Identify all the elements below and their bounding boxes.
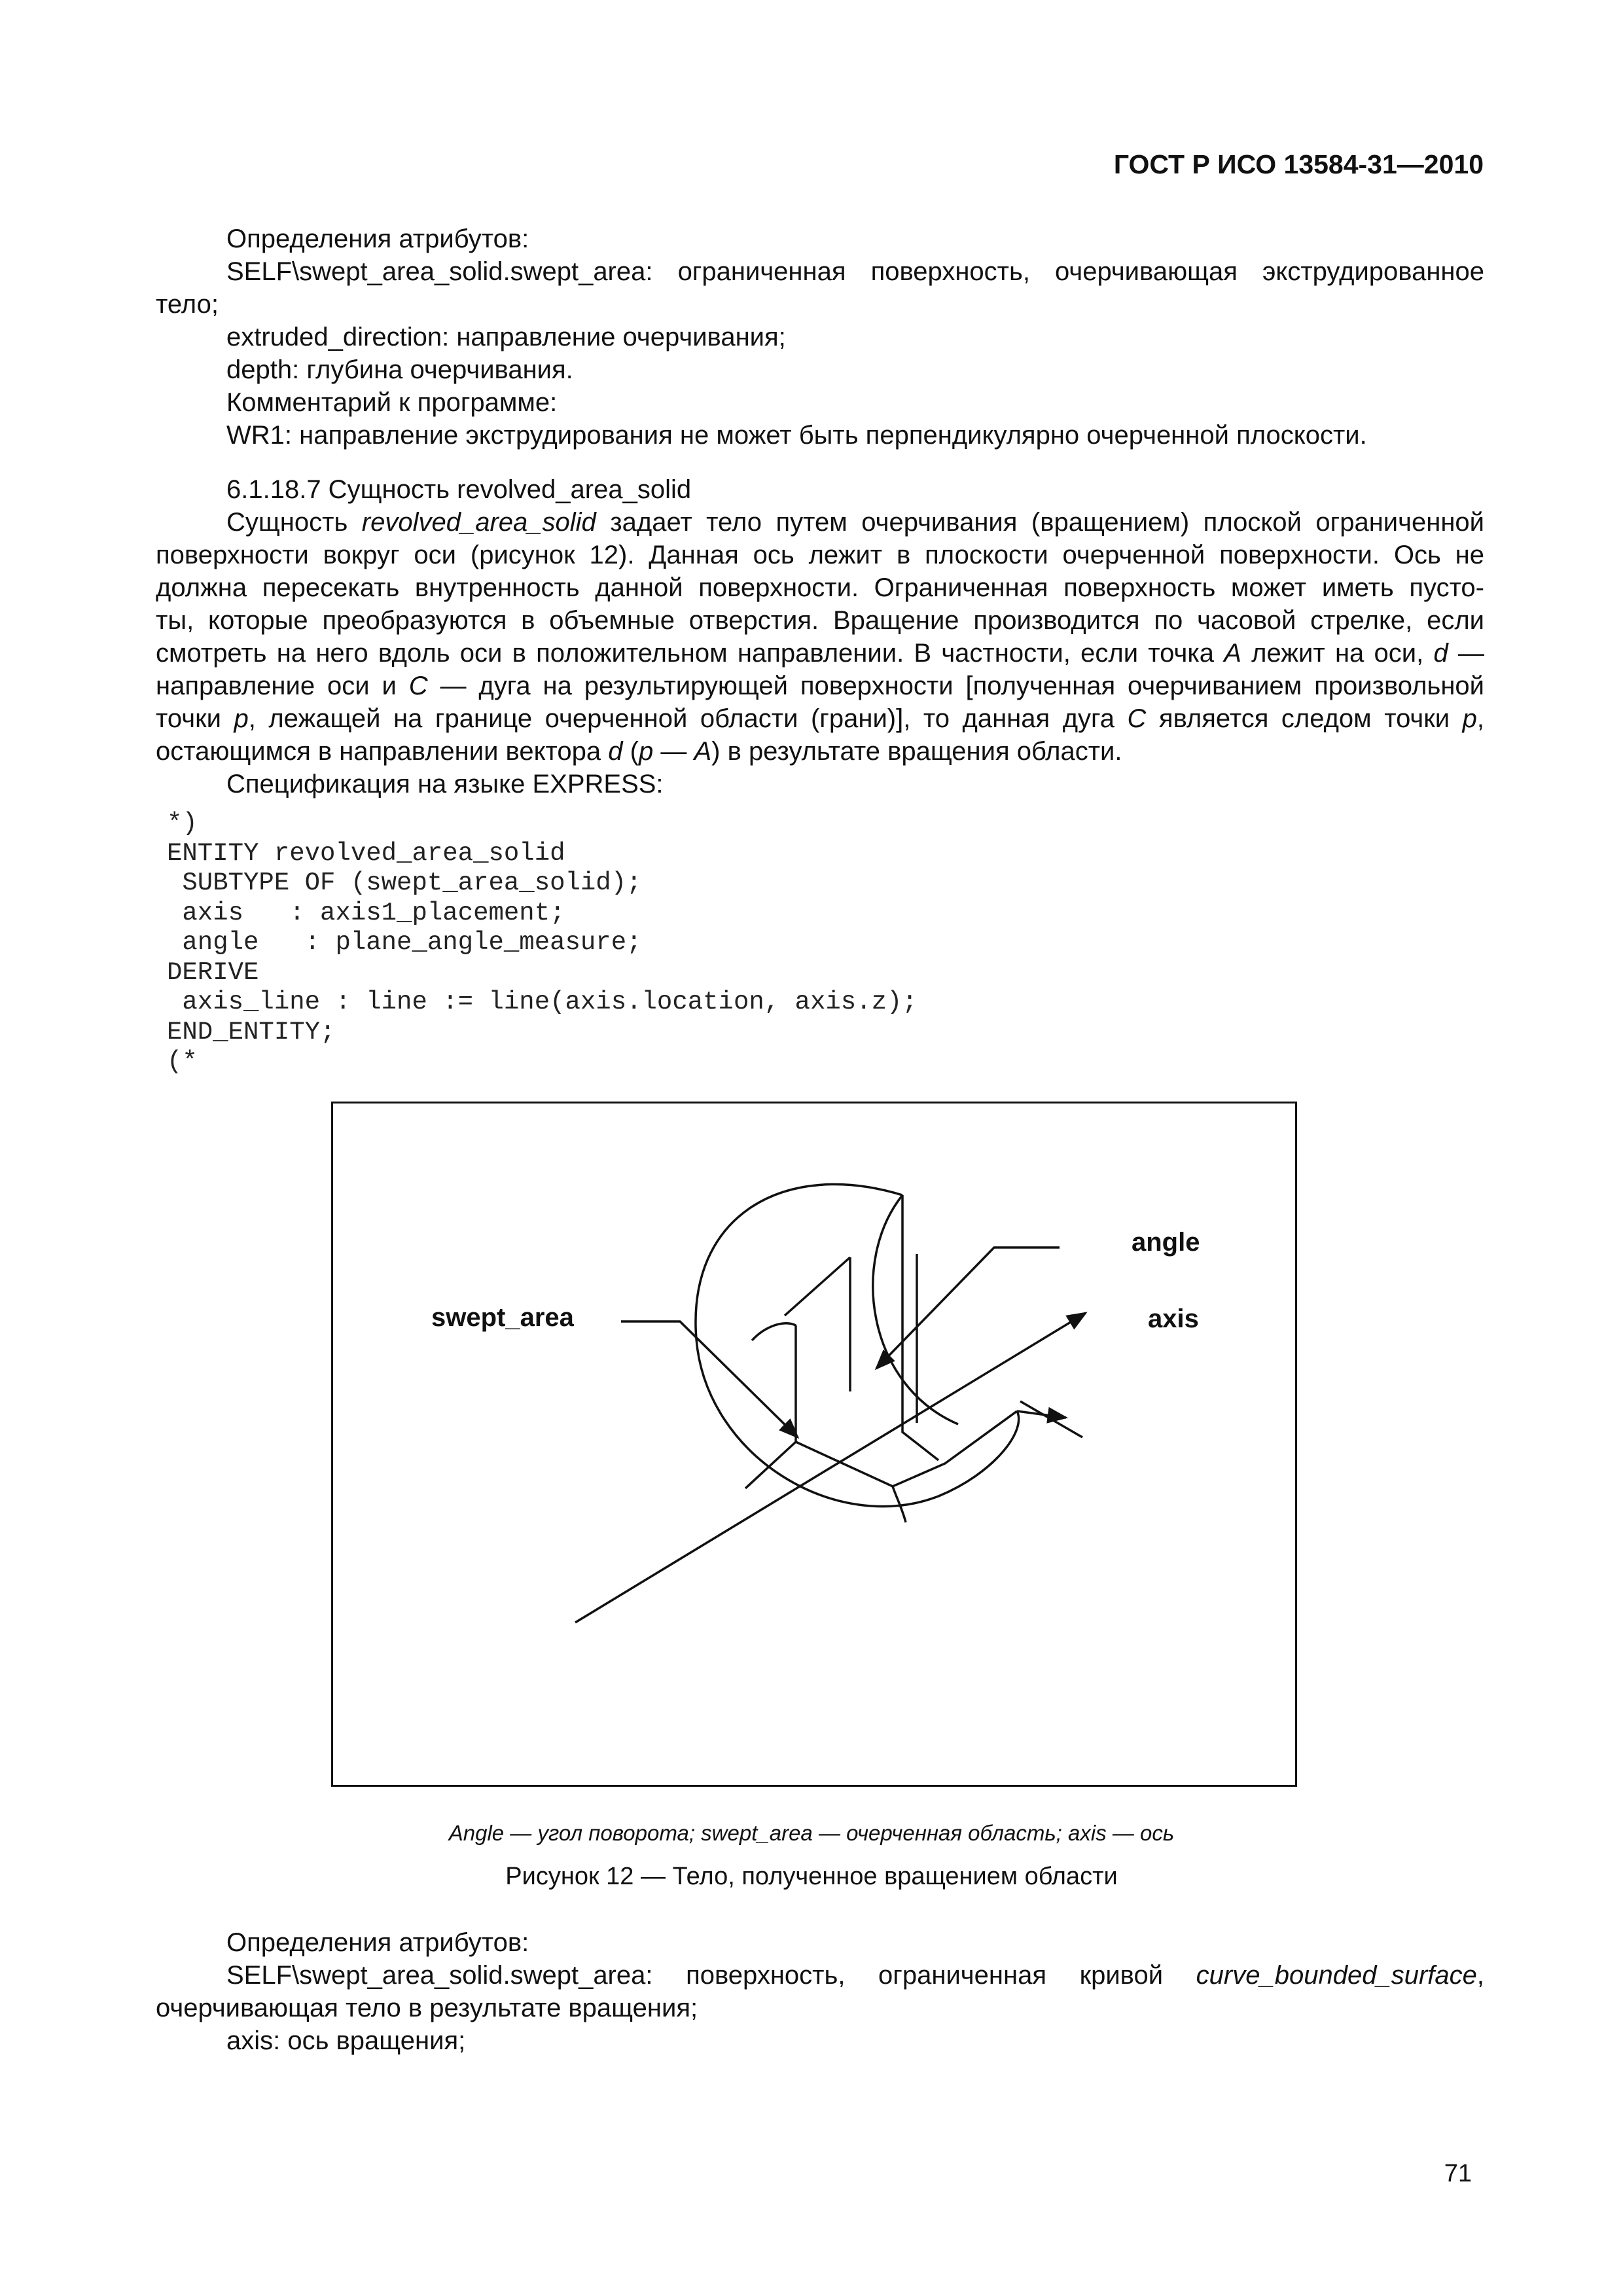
swept-area-profile: [796, 1325, 1017, 1486]
page-header-doc-id: ГОСТ Р ИСО 13584-31—2010: [1113, 149, 1484, 179]
swept-area-leader-line: [621, 1321, 798, 1437]
code-line: axis_line : line := line(axis.location, axis.z);: [167, 988, 918, 1016]
code-line: axis : axis1_placement;: [167, 898, 565, 927]
attributes-block-top: [156, 223, 1484, 452]
text-line: Определения атрибутов:: [226, 1928, 529, 1957]
text-line: SELF\swept_area_solid.swept_area: поверхность, ограниченная кривой curve_bounded_surface,: [226, 1961, 1484, 1990]
text-line: SELF\swept_area_solid.swept_area: ограниченная поверхность, очерчивающая экструдированное: [226, 257, 1484, 286]
spec-heading: Спецификация на языке EXPRESS:: [226, 770, 664, 798]
upper-plate-edge: [785, 1257, 850, 1316]
angle-leader-line: [876, 1247, 1060, 1369]
revolved-solid-diagram: [333, 1103, 1295, 1785]
paragraph-line: поверхности вокруг оси (рисунок 12). Данная ось лежит в плоскости очерченной поверхности. Ось не: [156, 541, 1484, 569]
text-line: очерчивающая тело в результате вращения;: [156, 1994, 698, 2022]
page-number: 71: [1444, 2160, 1472, 2187]
text-line: Комментарий к программе:: [226, 388, 558, 417]
front-corner-line: [745, 1442, 796, 1488]
outer-revolution-curve: [696, 1185, 1019, 1507]
section-block: [156, 473, 1484, 800]
code-line: SUBTYPE OF (swept_area_solid);: [167, 869, 642, 897]
code-line: *): [167, 809, 198, 838]
axis-extension-line: [1020, 1401, 1082, 1437]
dimension-arrow-line: [1017, 1411, 1066, 1418]
text-line: axis: ось вращения;: [226, 2026, 466, 2055]
paragraph-line: направление оси и C — дуга на результирующей поверхности [полученная очерчиванием произвольной: [156, 672, 1484, 700]
code-line: DERIVE: [167, 958, 259, 987]
paragraph-line: Сущность revolved_area_solid задает тело путем очерчивания (вращением) плоской ограниченной: [226, 508, 1484, 537]
paragraph-line: точки p, лежащей на границе очерченной области (грани)], то данная дуга C является следом точки p,: [156, 704, 1485, 733]
text-line: extruded_direction: направление очерчивания;: [226, 323, 786, 351]
attributes-block-bottom: [156, 1926, 1484, 2057]
rim-curve-left: [752, 1323, 796, 1340]
code-line: END_ENTITY;: [167, 1017, 336, 1047]
paragraph-line: должна пересекать внутренность данной поверхности. Ограниченная поверхность может иметь пусто-: [156, 573, 1484, 602]
figure-12-frame: [331, 1102, 1297, 1787]
angle-label: angle: [1132, 1228, 1200, 1257]
code-line: (*: [167, 1047, 198, 1076]
figure-legend: Angle — угол поворота; swept_area — очерченная область; axis — ось: [448, 1821, 1175, 1845]
text-line: тело;: [156, 290, 219, 319]
figure-caption: Рисунок 12 — Тело, полученное вращением области: [505, 1863, 1118, 1890]
axis-line: [575, 1313, 1086, 1623]
express-code-block: [167, 809, 918, 1077]
inner-revolution-curve: [873, 1195, 958, 1424]
paragraph-line: остающимся в направлении вектора d (p — A) в результате вращения области.: [156, 737, 1122, 766]
text-line: Определения атрибутов:: [226, 224, 529, 253]
swept-area-label: swept_area: [431, 1303, 574, 1332]
axis-label: axis: [1148, 1304, 1199, 1333]
code-line: angle : plane_angle_measure;: [167, 928, 642, 957]
section-heading: 6.1.18.7 Сущность revolved_area_solid: [226, 475, 692, 504]
text-line: WR1: направление экструдирования не может быть перпендикулярно очерченной плоскости.: [226, 421, 1367, 450]
code-line: ENTITY revolved_area_solid: [167, 838, 565, 868]
paragraph-line: смотреть на него вдоль оси в положительном направлении. В частности, если точка A лежит на оси, d —: [156, 639, 1484, 668]
text-line: depth: глубина очерчивания.: [226, 355, 573, 384]
paragraph-line: ты, которые преобразуются в объемные отверстия. Вращение производится по часовой стрелке, если: [156, 606, 1484, 635]
